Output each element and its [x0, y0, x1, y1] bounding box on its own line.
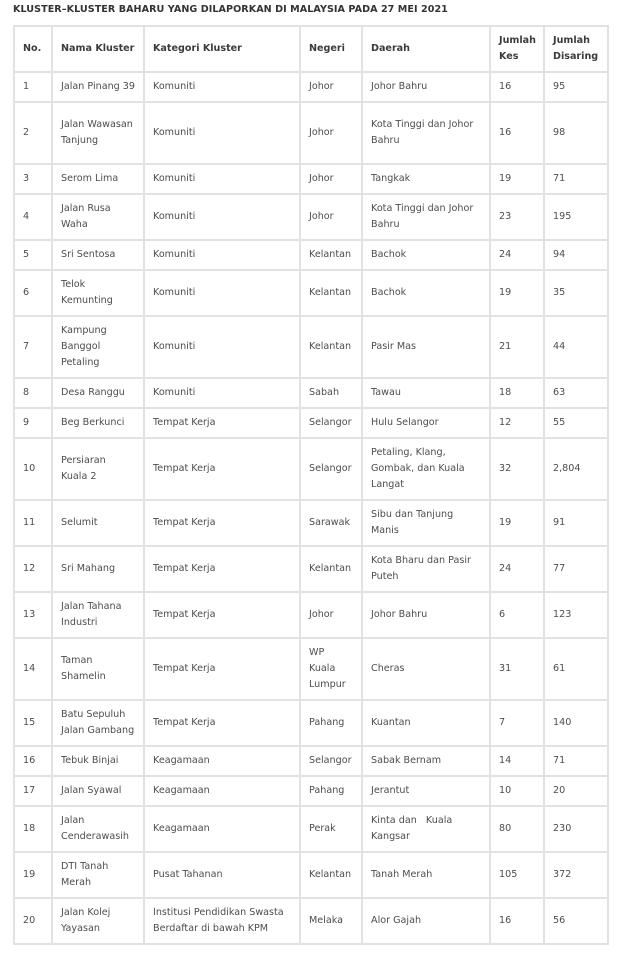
column-header-jumlah-kes: Jumlah Kes — [491, 27, 545, 73]
cell-daerah: Pasir Mas — [363, 317, 491, 379]
cell-no: 4 — [15, 195, 53, 241]
cell-nama-kluster: Jalan Wawasan Tanjung — [53, 103, 145, 165]
cell-jumlah-kes: 23 — [491, 195, 545, 241]
cell-no: 2 — [15, 103, 53, 165]
cell-no: 19 — [15, 853, 53, 899]
cell-no: 13 — [15, 593, 53, 639]
table-row — [15, 271, 609, 317]
table-row — [15, 593, 609, 639]
cell-kategori: Institusi Pendidikan Swasta Berdaftar di bawah KPM — [145, 899, 301, 945]
cell-daerah: Tawau — [363, 379, 491, 409]
cell-negeri: Perak — [301, 807, 363, 853]
cell-jumlah-kes: 21 — [491, 317, 545, 379]
column-header-jumlah-disaring: Jumlah Disaring — [545, 27, 609, 73]
table-row — [15, 241, 609, 271]
column-header-no: No. — [15, 27, 53, 73]
cell-nama-kluster: Batu Sepuluh Jalan Gambang — [53, 701, 145, 747]
cell-negeri: Kelantan — [301, 853, 363, 899]
table-row — [15, 195, 609, 241]
table-row — [15, 379, 609, 409]
cell-negeri: Johor — [301, 103, 363, 165]
cell-jumlah-disaring: 2,804 — [545, 439, 609, 501]
cell-nama-kluster: Selumit — [53, 501, 145, 547]
cell-negeri: Kelantan — [301, 271, 363, 317]
cell-jumlah-disaring: 35 — [545, 271, 609, 317]
cell-kategori: Komuniti — [145, 241, 301, 271]
cell-negeri: Pahang — [301, 701, 363, 747]
cell-kategori: Tempat Kerja — [145, 409, 301, 439]
cell-kategori: Komuniti — [145, 103, 301, 165]
cell-no: 18 — [15, 807, 53, 853]
cell-kategori: Komuniti — [145, 317, 301, 379]
cell-jumlah-disaring: 61 — [545, 639, 609, 701]
cell-jumlah-kes: 16 — [491, 899, 545, 945]
cell-kategori: Tempat Kerja — [145, 639, 301, 701]
cell-negeri: Kelantan — [301, 317, 363, 379]
cell-no: 9 — [15, 409, 53, 439]
cell-daerah: Kota Tinggi dan Johor Bahru — [363, 103, 491, 165]
cell-daerah: Sibu dan Tanjung Manis — [363, 501, 491, 547]
table-row — [15, 639, 609, 701]
cell-jumlah-kes: 80 — [491, 807, 545, 853]
cell-jumlah-disaring: 98 — [545, 103, 609, 165]
table-row — [15, 409, 609, 439]
cell-negeri: Johor — [301, 593, 363, 639]
cell-no: 7 — [15, 317, 53, 379]
cell-jumlah-kes: 31 — [491, 639, 545, 701]
cell-negeri: Johor — [301, 195, 363, 241]
cell-no: 1 — [15, 73, 53, 103]
table-row — [15, 807, 609, 853]
cell-negeri: Kelantan — [301, 547, 363, 593]
table-row — [15, 165, 609, 195]
cell-negeri: Pahang — [301, 777, 363, 807]
cell-negeri: WP Kuala Lumpur — [301, 639, 363, 701]
table-row — [15, 439, 609, 501]
table-row — [15, 547, 609, 593]
cell-daerah: Tanah Merah — [363, 853, 491, 899]
clusters-table — [13, 25, 609, 945]
cell-negeri: Selangor — [301, 439, 363, 501]
cell-kategori: Tempat Kerja — [145, 593, 301, 639]
cell-nama-kluster: Sri Sentosa — [53, 241, 145, 271]
table-row — [15, 103, 609, 165]
cell-jumlah-kes: 24 — [491, 547, 545, 593]
cell-jumlah-disaring: 55 — [545, 409, 609, 439]
cell-jumlah-disaring: 77 — [545, 547, 609, 593]
cell-jumlah-kes: 19 — [491, 165, 545, 195]
cell-negeri: Johor — [301, 165, 363, 195]
table-row — [15, 853, 609, 899]
cell-daerah: Bachok — [363, 241, 491, 271]
cell-daerah: Bachok — [363, 271, 491, 317]
cell-no: 17 — [15, 777, 53, 807]
cell-nama-kluster: DTI Tanah Merah — [53, 853, 145, 899]
table-row — [15, 73, 609, 103]
cell-daerah: Tangkak — [363, 165, 491, 195]
cell-jumlah-kes: 18 — [491, 379, 545, 409]
table-row — [15, 501, 609, 547]
cell-nama-kluster: Jalan Syawal — [53, 777, 145, 807]
cell-jumlah-kes: 32 — [491, 439, 545, 501]
cell-nama-kluster: Beg Berkunci — [53, 409, 145, 439]
column-header-nama-kluster: Nama Kluster — [53, 27, 145, 73]
cell-kategori: Tempat Kerja — [145, 439, 301, 501]
cell-jumlah-kes: 16 — [491, 103, 545, 165]
cell-daerah: Johor Bahru — [363, 73, 491, 103]
cell-jumlah-disaring: 56 — [545, 899, 609, 945]
header-row — [15, 27, 609, 73]
cell-jumlah-disaring: 123 — [545, 593, 609, 639]
cell-negeri: Sarawak — [301, 501, 363, 547]
cell-negeri: Melaka — [301, 899, 363, 945]
cell-no: 3 — [15, 165, 53, 195]
cell-no: 15 — [15, 701, 53, 747]
column-header-daerah: Daerah — [363, 27, 491, 73]
cell-daerah: Johor Bahru — [363, 593, 491, 639]
cell-nama-kluster: Taman Shamelin — [53, 639, 145, 701]
cell-daerah: Sabak Bernam — [363, 747, 491, 777]
cell-jumlah-disaring: 63 — [545, 379, 609, 409]
cell-jumlah-disaring: 95 — [545, 73, 609, 103]
column-header-kategori-kluster: Kategori Kluster — [145, 27, 301, 73]
cell-jumlah-disaring: 195 — [545, 195, 609, 241]
table-row — [15, 317, 609, 379]
cell-kategori: Tempat Kerja — [145, 501, 301, 547]
cell-nama-kluster: Jalan Kolej Yayasan — [53, 899, 145, 945]
table-row — [15, 899, 609, 945]
cell-jumlah-disaring: 44 — [545, 317, 609, 379]
cell-no: 6 — [15, 271, 53, 317]
cell-negeri: Sabah — [301, 379, 363, 409]
cell-kategori: Komuniti — [145, 165, 301, 195]
cell-jumlah-kes: 7 — [491, 701, 545, 747]
cell-daerah: Kinta dan Kuala Kangsar — [363, 807, 491, 853]
cell-nama-kluster: Jalan Cenderawasih — [53, 807, 145, 853]
cell-daerah: Kota Tinggi dan Johor Bahru — [363, 195, 491, 241]
cell-nama-kluster: Jalan Tahana Industri — [53, 593, 145, 639]
cell-negeri: Kelantan — [301, 241, 363, 271]
column-header-negeri: Negeri — [301, 27, 363, 73]
cell-jumlah-kes: 10 — [491, 777, 545, 807]
cell-jumlah-kes: 12 — [491, 409, 545, 439]
table-row — [15, 747, 609, 777]
cell-nama-kluster: Sri Mahang — [53, 547, 145, 593]
cell-jumlah-kes: 16 — [491, 73, 545, 103]
cell-nama-kluster: Serom Lima — [53, 165, 145, 195]
cell-kategori: Keagamaan — [145, 807, 301, 853]
table-row — [15, 701, 609, 747]
cell-nama-kluster: Kampung Banggol Petaling — [53, 317, 145, 379]
cell-nama-kluster: Tebuk Binjai — [53, 747, 145, 777]
cell-negeri: Johor — [301, 73, 363, 103]
cell-jumlah-kes: 19 — [491, 271, 545, 317]
cell-jumlah-disaring: 20 — [545, 777, 609, 807]
cell-negeri: Selangor — [301, 747, 363, 777]
cell-daerah: Kota Bharu dan Pasir Puteh — [363, 547, 491, 593]
cell-daerah: Hulu Selangor — [363, 409, 491, 439]
cell-no: 20 — [15, 899, 53, 945]
cell-daerah: Kuantan — [363, 701, 491, 747]
cell-daerah: Cheras — [363, 639, 491, 701]
table-title: KLUSTER–KLUSTER BAHARU YANG DILAPORKAN DI MALAYSIA PADA 27 MEI 2021 — [13, 4, 448, 15]
cell-no: 12 — [15, 547, 53, 593]
cell-nama-kluster: Desa Ranggu — [53, 379, 145, 409]
cell-kategori: Keagamaan — [145, 747, 301, 777]
cell-kategori: Komuniti — [145, 379, 301, 409]
cell-jumlah-disaring: 230 — [545, 807, 609, 853]
cell-jumlah-kes: 14 — [491, 747, 545, 777]
cell-kategori: Tempat Kerja — [145, 701, 301, 747]
cell-kategori: Komuniti — [145, 73, 301, 103]
cell-daerah: Jerantut — [363, 777, 491, 807]
cell-no: 14 — [15, 639, 53, 701]
cell-no: 11 — [15, 501, 53, 547]
cell-kategori: Keagamaan — [145, 777, 301, 807]
cell-jumlah-kes: 24 — [491, 241, 545, 271]
cell-jumlah-kes: 19 — [491, 501, 545, 547]
cell-nama-kluster: Jalan Rusa Waha — [53, 195, 145, 241]
cell-jumlah-kes: 105 — [491, 853, 545, 899]
cell-no: 8 — [15, 379, 53, 409]
table-row — [15, 777, 609, 807]
cell-nama-kluster: Telok Kemunting — [53, 271, 145, 317]
cell-kategori: Komuniti — [145, 271, 301, 317]
cell-nama-kluster: Persiaran Kuala 2 — [53, 439, 145, 501]
cell-nama-kluster: Jalan Pinang 39 — [53, 73, 145, 103]
cell-no: 10 — [15, 439, 53, 501]
cell-daerah: Petaling, Klang, Gombak, dan Kuala Langat — [363, 439, 491, 501]
cell-jumlah-disaring: 91 — [545, 501, 609, 547]
cell-daerah: Alor Gajah — [363, 899, 491, 945]
cell-jumlah-disaring: 140 — [545, 701, 609, 747]
cell-kategori: Komuniti — [145, 195, 301, 241]
cell-no: 16 — [15, 747, 53, 777]
cell-kategori: Tempat Kerja — [145, 547, 301, 593]
cell-jumlah-disaring: 71 — [545, 165, 609, 195]
cell-jumlah-disaring: 94 — [545, 241, 609, 271]
cell-no: 5 — [15, 241, 53, 271]
cell-kategori: Pusat Tahanan — [145, 853, 301, 899]
cell-jumlah-kes: 6 — [491, 593, 545, 639]
cell-jumlah-disaring: 372 — [545, 853, 609, 899]
cell-negeri: Selangor — [301, 409, 363, 439]
cell-jumlah-disaring: 71 — [545, 747, 609, 777]
